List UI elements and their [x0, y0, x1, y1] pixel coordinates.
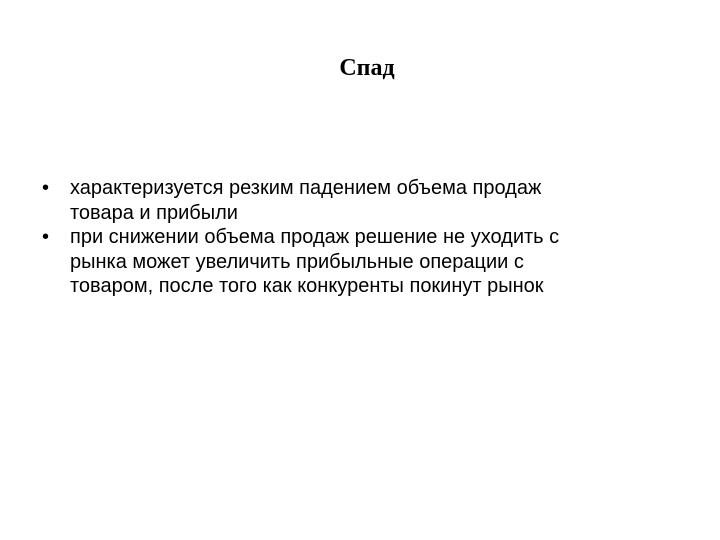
slide-title: Спад	[339, 55, 395, 81]
bullet-icon: •	[42, 226, 50, 248]
bullet-item	[42, 225, 682, 299]
bullet-icon: •	[42, 177, 50, 199]
bullet-item	[42, 176, 682, 225]
bullet-text-line: товаром, после того как конкуренты покинут рынок	[70, 275, 544, 297]
bullet-text-line: при снижении объема продаж решение не уходить с	[70, 226, 560, 248]
bullet-text-line: товара и прибыли	[70, 201, 238, 224]
bullet-text-line: характеризуется резким падением объема продаж	[70, 177, 542, 199]
bullet-list	[42, 176, 682, 299]
bullet-text-line: рынка может увеличить прибыльные операции с	[70, 250, 524, 273]
